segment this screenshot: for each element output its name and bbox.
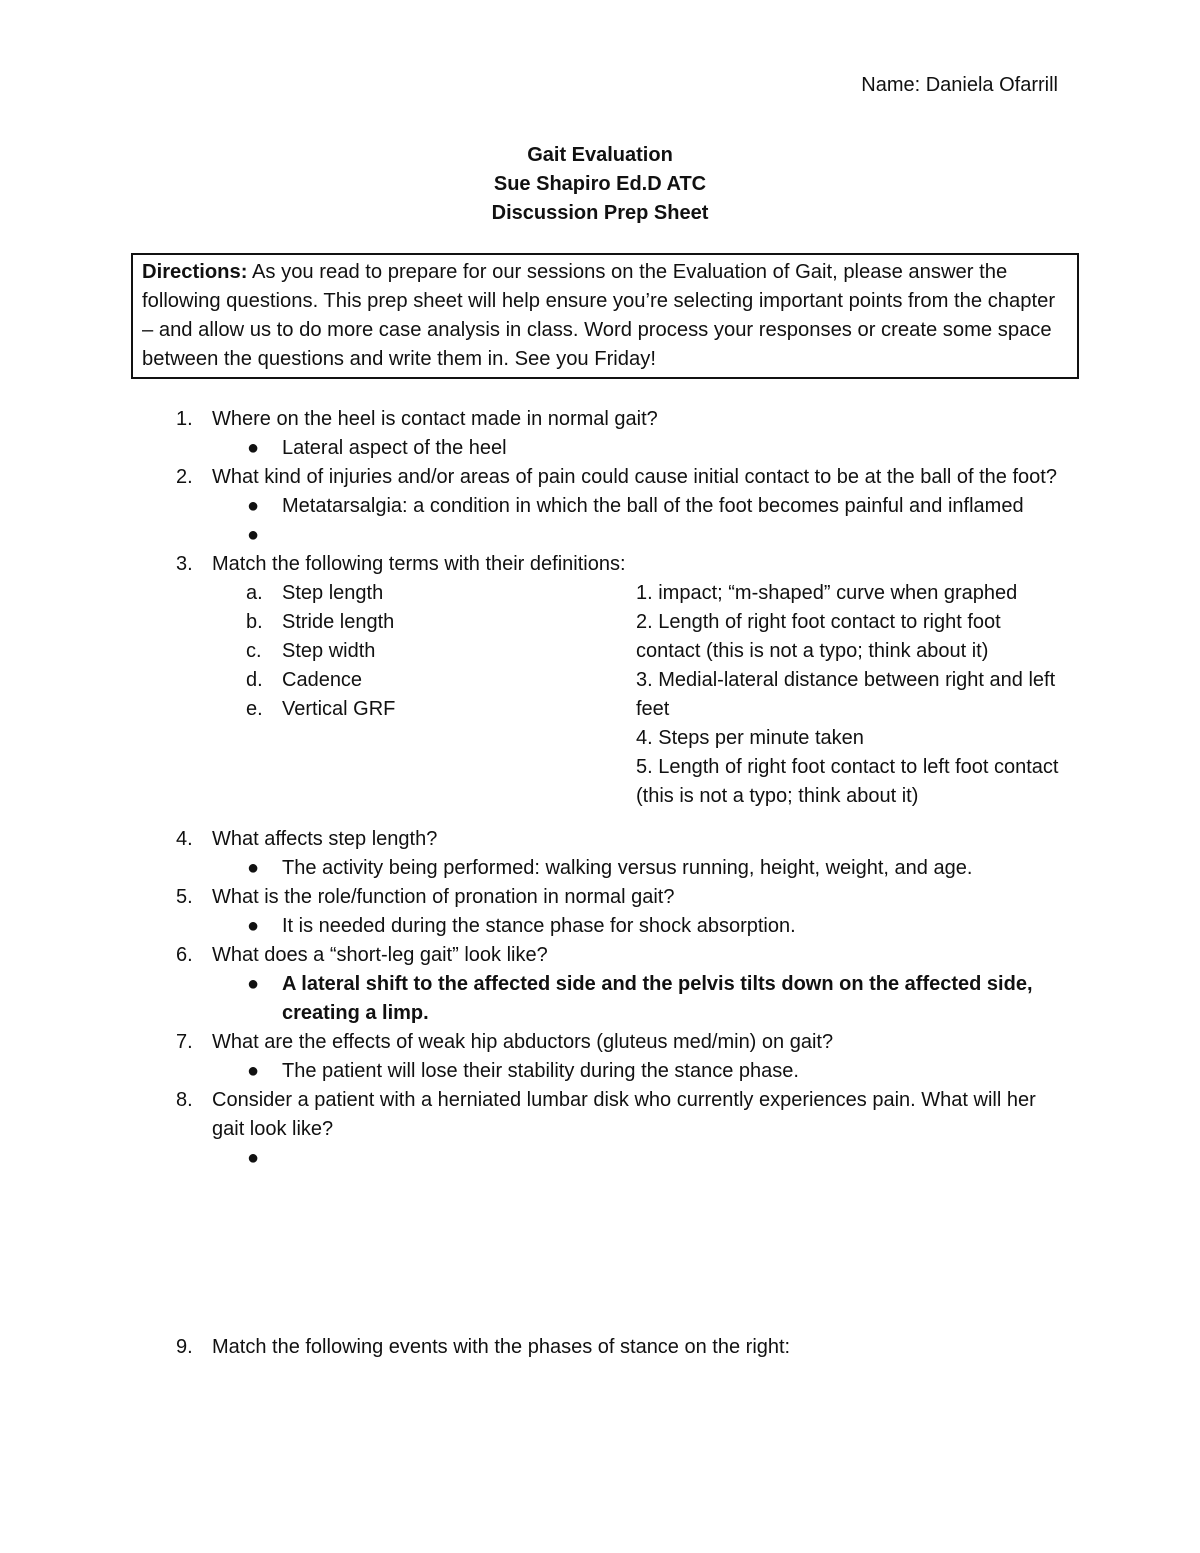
bullet-icon: ●: [247, 524, 260, 546]
question-number: 1.: [176, 408, 193, 430]
term-item: [246, 695, 395, 724]
definitions-column: [636, 579, 1066, 811]
document-title-block: [0, 141, 1200, 228]
answer-text: Metatarsalgia: a condition in which the ball of the foot becomes painful and inflamed: [282, 495, 1024, 517]
question-number: 2.: [176, 466, 193, 488]
answer-item: [0, 854, 1062, 883]
matching-table: [0, 579, 1200, 811]
term-letter: d.: [246, 669, 263, 691]
question-7: [0, 1028, 1062, 1057]
question-3: [0, 550, 1062, 579]
term-label: Stride length: [282, 611, 395, 633]
question-text: Consider a patient with a herniated lumbar disk who currently experiences pain. What will her gait look like?: [212, 1089, 1036, 1140]
answer-text: [282, 524, 288, 546]
answer-item: [0, 434, 1062, 463]
question-text: What affects step length?: [212, 828, 438, 850]
question-4: [0, 825, 1062, 854]
answer-text: The patient will lose their stability during the stance phase.: [282, 1060, 799, 1082]
term-label: Cadence: [282, 669, 363, 691]
directions-box: [131, 253, 1079, 379]
question-text: Match the following events with the phases of stance on the right:: [212, 1336, 791, 1358]
answer-item-empty: [0, 521, 1062, 550]
answer-text: The activity being performed: walking versus running, height, weight, and age.: [282, 857, 973, 879]
question-number: 4.: [176, 828, 193, 850]
term-letter: b.: [246, 611, 263, 633]
question-number: 9.: [176, 1336, 193, 1358]
question-5: [0, 883, 1062, 912]
answer-item: [0, 492, 1062, 521]
question-2: [0, 463, 1062, 492]
term-item: [246, 637, 395, 666]
question-1: [0, 405, 1062, 434]
term-letter: a.: [246, 582, 263, 604]
directions-label: Directions:: [142, 261, 248, 283]
terms-column: [246, 579, 395, 724]
question-9: [0, 1333, 1062, 1362]
term-item: [246, 608, 395, 637]
question-text: What kind of injuries and/or areas of pain could cause initial contact to be at the ball of the foot?: [212, 466, 1057, 488]
definition-item: 3. Medial-lateral distance between right and left feet: [636, 669, 1056, 720]
answer-text: [282, 1147, 288, 1169]
spacer: [0, 811, 1200, 825]
term-letter: c.: [246, 640, 262, 662]
answer-text: A lateral shift to the affected side and the pelvis tilts down on the affected side, creating a limp.: [282, 973, 1033, 1024]
term-item: [246, 579, 395, 608]
bullet-icon: ●: [247, 495, 260, 517]
student-name: Name: Daniela Ofarrill: [861, 74, 1058, 96]
term-item: [246, 666, 395, 695]
question-list: [0, 405, 1200, 1362]
document-title: Gait Evaluation: [527, 144, 673, 166]
bullet-icon: ●: [247, 437, 260, 459]
question-text: Where on the heel is contact made in normal gait?: [212, 408, 658, 430]
definition-item: 2. Length of right foot contact to right foot contact (this is not a typo; think about it): [636, 611, 1001, 662]
question-text: What is the role/function of pronation in normal gait?: [212, 886, 675, 908]
bullet-icon: ●: [247, 1060, 260, 1082]
bullet-icon: ●: [247, 973, 260, 995]
question-8: [0, 1086, 1062, 1144]
instructor-name: Sue Shapiro Ed.D ATC: [493, 173, 707, 195]
question-text: What are the effects of weak hip abductors (gluteus med/min) on gait?: [212, 1031, 834, 1053]
question-number: 3.: [176, 553, 193, 575]
question-text: Match the following terms with their definitions:: [212, 553, 626, 575]
answer-text: Lateral aspect of the heel: [282, 437, 507, 459]
term-label: Step length: [282, 582, 384, 604]
question-number: 6.: [176, 944, 193, 966]
term-letter: e.: [246, 698, 263, 720]
definition-item: 1. impact; “m-shaped” curve when graphed: [636, 582, 1018, 604]
question-number: 5.: [176, 886, 193, 908]
term-label: Step width: [282, 640, 376, 662]
answer-item: [0, 970, 1062, 1028]
document-subtitle: Discussion Prep Sheet: [491, 202, 709, 224]
answer-item: [0, 1057, 1062, 1086]
question-number: 7.: [176, 1031, 193, 1053]
spacer: [0, 1173, 1200, 1333]
answer-item: [0, 912, 1062, 941]
directions-text: As you read to prepare for our sessions on the Evaluation of Gait, please answer the following questions. This prep sheet will help ensure you’re selecting important points from the chapter – and allow us to do more case analysis in class. Word process your responses or create some space between the questions and write them in. See you Friday!: [142, 261, 1056, 370]
answer-text: It is needed during the stance phase for shock absorption.: [282, 915, 796, 937]
bullet-icon: ●: [247, 915, 260, 937]
question-6: [0, 941, 1062, 970]
bullet-icon: ●: [247, 1147, 260, 1169]
bullet-icon: ●: [247, 857, 260, 879]
definition-item: 5. Length of right foot contact to left foot contact (this is not a typo; think about it): [636, 756, 1059, 807]
term-label: Vertical GRF: [282, 698, 396, 720]
question-number: 8.: [176, 1089, 193, 1111]
definition-item: 4. Steps per minute taken: [636, 727, 864, 749]
answer-item-empty: [0, 1144, 1062, 1173]
question-text: What does a “short-leg gait” look like?: [212, 944, 548, 966]
